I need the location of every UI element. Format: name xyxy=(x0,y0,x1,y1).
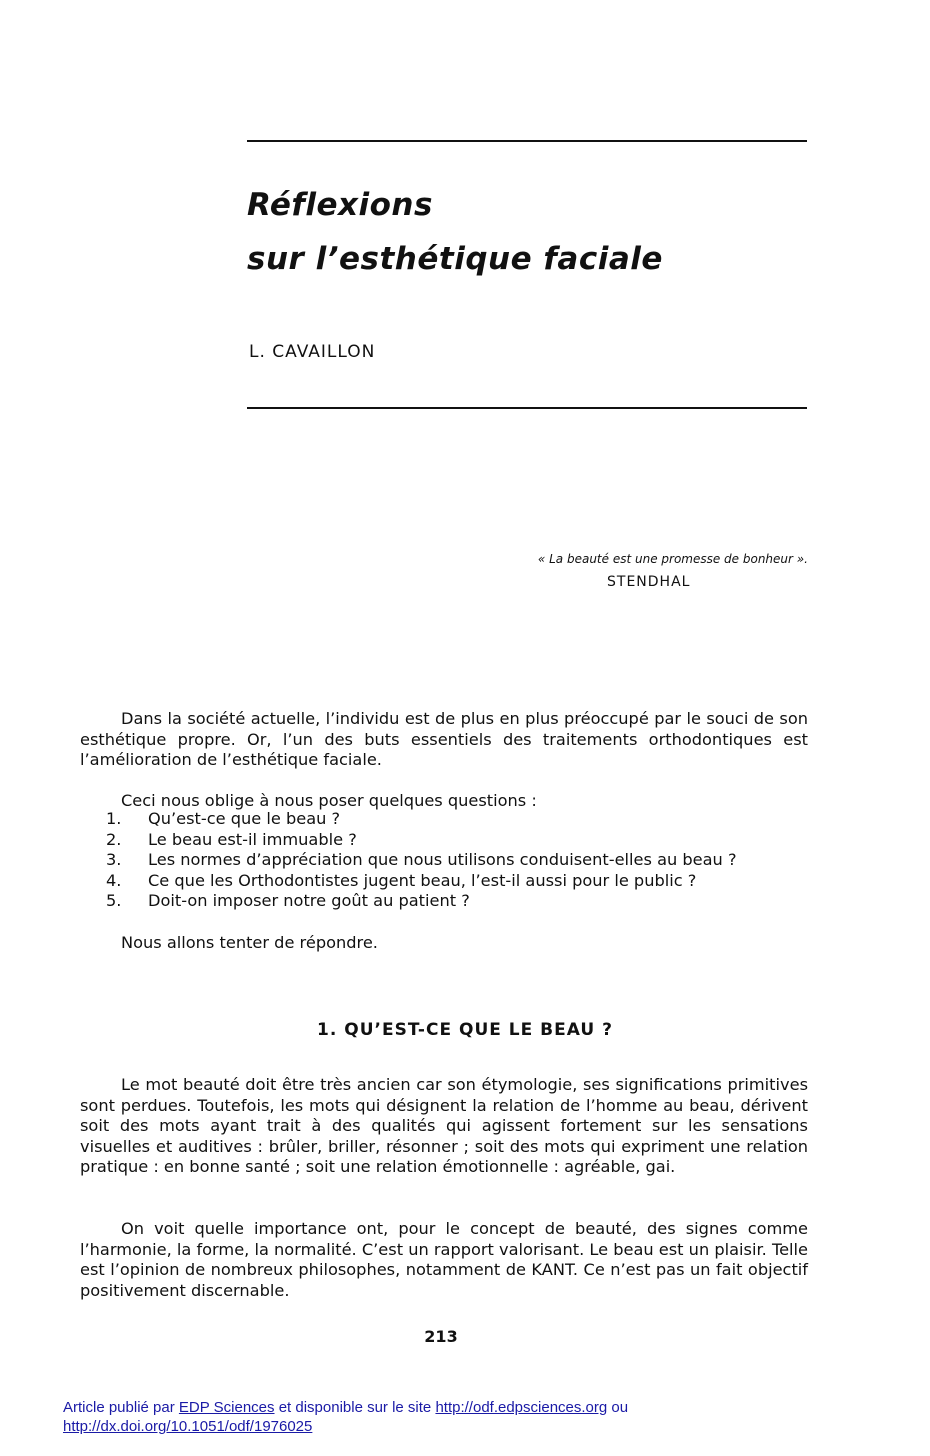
section-heading xyxy=(0,1020,930,1040)
list-number: 5. xyxy=(106,891,122,910)
questions-list xyxy=(106,809,737,912)
section-paragraph-2: On voit quelle importance ont, pour le concept de beauté, des signes comme l’harmonie, la forme, la normalité. C’est un rapport valorisant. Le beau est un plaisir. Telle est l’opinion de nombreux philosophes, notamment de KANT. Ce n’est pas un fait objectif positivement discernable. xyxy=(80,1219,808,1300)
list-number: 1. xyxy=(106,809,122,828)
list-item xyxy=(106,809,737,830)
list-text: Qu’est-ce que le beau ? xyxy=(148,809,341,828)
intro-closing: Nous allons tenter de répondre. xyxy=(121,933,378,952)
list-text: Ce que les Orthodontistes jugent beau, l’est-il aussi pour le public ? xyxy=(148,870,697,890)
list-number: 3. xyxy=(106,850,122,869)
section-title: QU’EST-CE QUE LE BEAU ? xyxy=(344,1020,613,1040)
intro-paragraph: Dans la société actuelle, l’individu est de plus en plus préoccupé par le souci de son esthétique propre. Or, l’un des buts essentiels des traitements orthodontiques est l’amélioration de l’esthétique faciale. xyxy=(80,709,808,769)
article-title-line1: Réflexions xyxy=(247,187,433,223)
list-text: Doit-on imposer notre goût au patient ? xyxy=(148,891,470,910)
epigraph-quote: « La beauté est une promesse de bonheur ». xyxy=(537,552,808,566)
list-item xyxy=(106,830,737,851)
list-text: Le beau est-il immuable ? xyxy=(148,829,357,849)
page-number: 213 xyxy=(424,1327,458,1346)
list-number: 2. xyxy=(106,829,122,849)
footer-middle: et disponible sur le site xyxy=(278,1399,432,1416)
list-text: Les normes d’appréciation que nous utilisons conduisent-elles au beau ? xyxy=(148,850,737,869)
list-item xyxy=(106,871,737,892)
top-rule xyxy=(247,140,807,142)
author-name: L. CAVAILLON xyxy=(249,342,376,362)
list-number: 4. xyxy=(106,870,122,890)
article-title-line2: sur l’esthétique faciale xyxy=(247,241,663,277)
footer-suffix: ou xyxy=(611,1399,629,1416)
bottom-rule xyxy=(247,407,807,409)
list-item xyxy=(106,850,737,871)
footer-prefix: Article publié par xyxy=(63,1399,175,1416)
doi-link[interactable]: http://dx.doi.org/10.1051/odf/1976025 xyxy=(63,1418,313,1435)
publication-footer xyxy=(63,1398,883,1436)
section-number: 1. xyxy=(317,1020,338,1040)
publisher-link[interactable]: EDP Sciences xyxy=(178,1399,275,1416)
section-paragraph-1: Le mot beauté doit être très ancien car son étymologie, ses significations primitives sont perdues. Toutefois, les mots qui désignent la relation de l’homme au beau, dérivent soit des mots ayant trait à des qualités qui agissent fortement sur les sensations visuelles et auditives : brûler, briller, résonner ; soit des mots qui expriment une relation pratique : en bonne santé ; soit une relation émotionnelle : agréable, gai. xyxy=(80,1075,808,1176)
site-link[interactable]: http://odf.edpsciences.org xyxy=(435,1399,608,1416)
questions-intro: Ceci nous oblige à nous poser quelques questions : xyxy=(121,791,537,810)
list-item xyxy=(106,891,737,912)
epigraph-author: STENDHAL xyxy=(607,574,691,590)
